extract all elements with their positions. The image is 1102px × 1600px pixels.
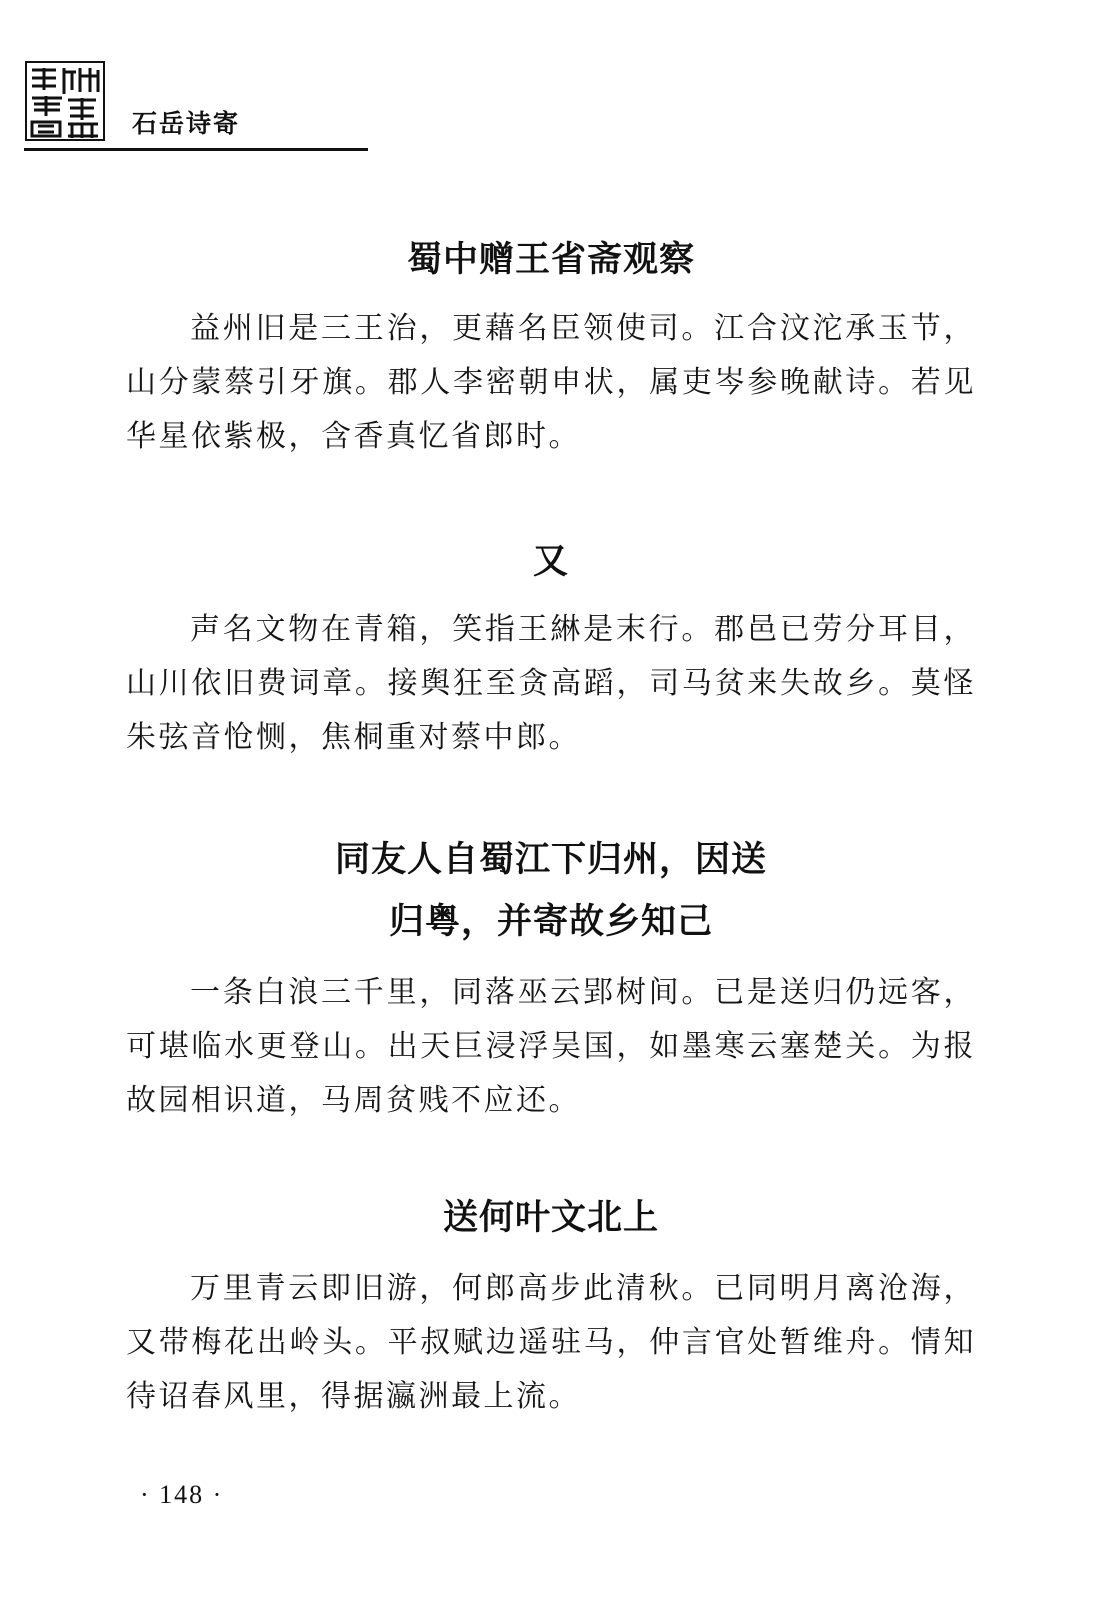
poem-title-line-1: 同友人自蜀江下归州，因送 [334, 840, 767, 880]
running-title: 石岳诗寄 [132, 109, 241, 138]
poem-body: 声名文物在青箱，笑指王綝是末行。郡邑已劳分耳目，山川依旧费词章。接舆狂至贪高蹈，司马贫来失故乡。莫怪朱弦音怆恻，焦桐重对蔡中郎。 [126, 612, 976, 755]
poem-body: 万里青云即旧游，何郎高步此清秋。已同明月离沧海，又带梅花出岭头。平叔赋边遥驻马，仲言官处暂维舟。情知待诏春风里，得据瀛洲最上流。 [126, 1271, 976, 1414]
poem-title-line-2: 归粤，并寄故乡知己 [388, 902, 713, 942]
header-rule [24, 148, 368, 151]
poem-title: 蜀中赠王省斋观察 [406, 240, 695, 280]
seal-stamp-icon [24, 60, 106, 142]
poem-body: 益州旧是三王治，更藉名臣领使司。江合汶沱承玉节，山分蒙蔡引牙旗。郡人李密朝申状，属吏岑参晚献诗。若见华星依紫极，含香真忆省郎时。 [126, 311, 976, 454]
page-number: · 148 · [140, 1480, 224, 1509]
poem-title: 送何叶文北上 [442, 1198, 659, 1238]
poem-title: 又 [532, 542, 569, 582]
poem-body: 一条白浪三千里，同落巫云郢树间。已是送归仍远客，可堪临水更登山。出天巨浸浮吴国，如墨寒云塞楚关。为报故园相识道，马周贫贱不应还。 [126, 975, 976, 1118]
page-header [24, 60, 368, 158]
